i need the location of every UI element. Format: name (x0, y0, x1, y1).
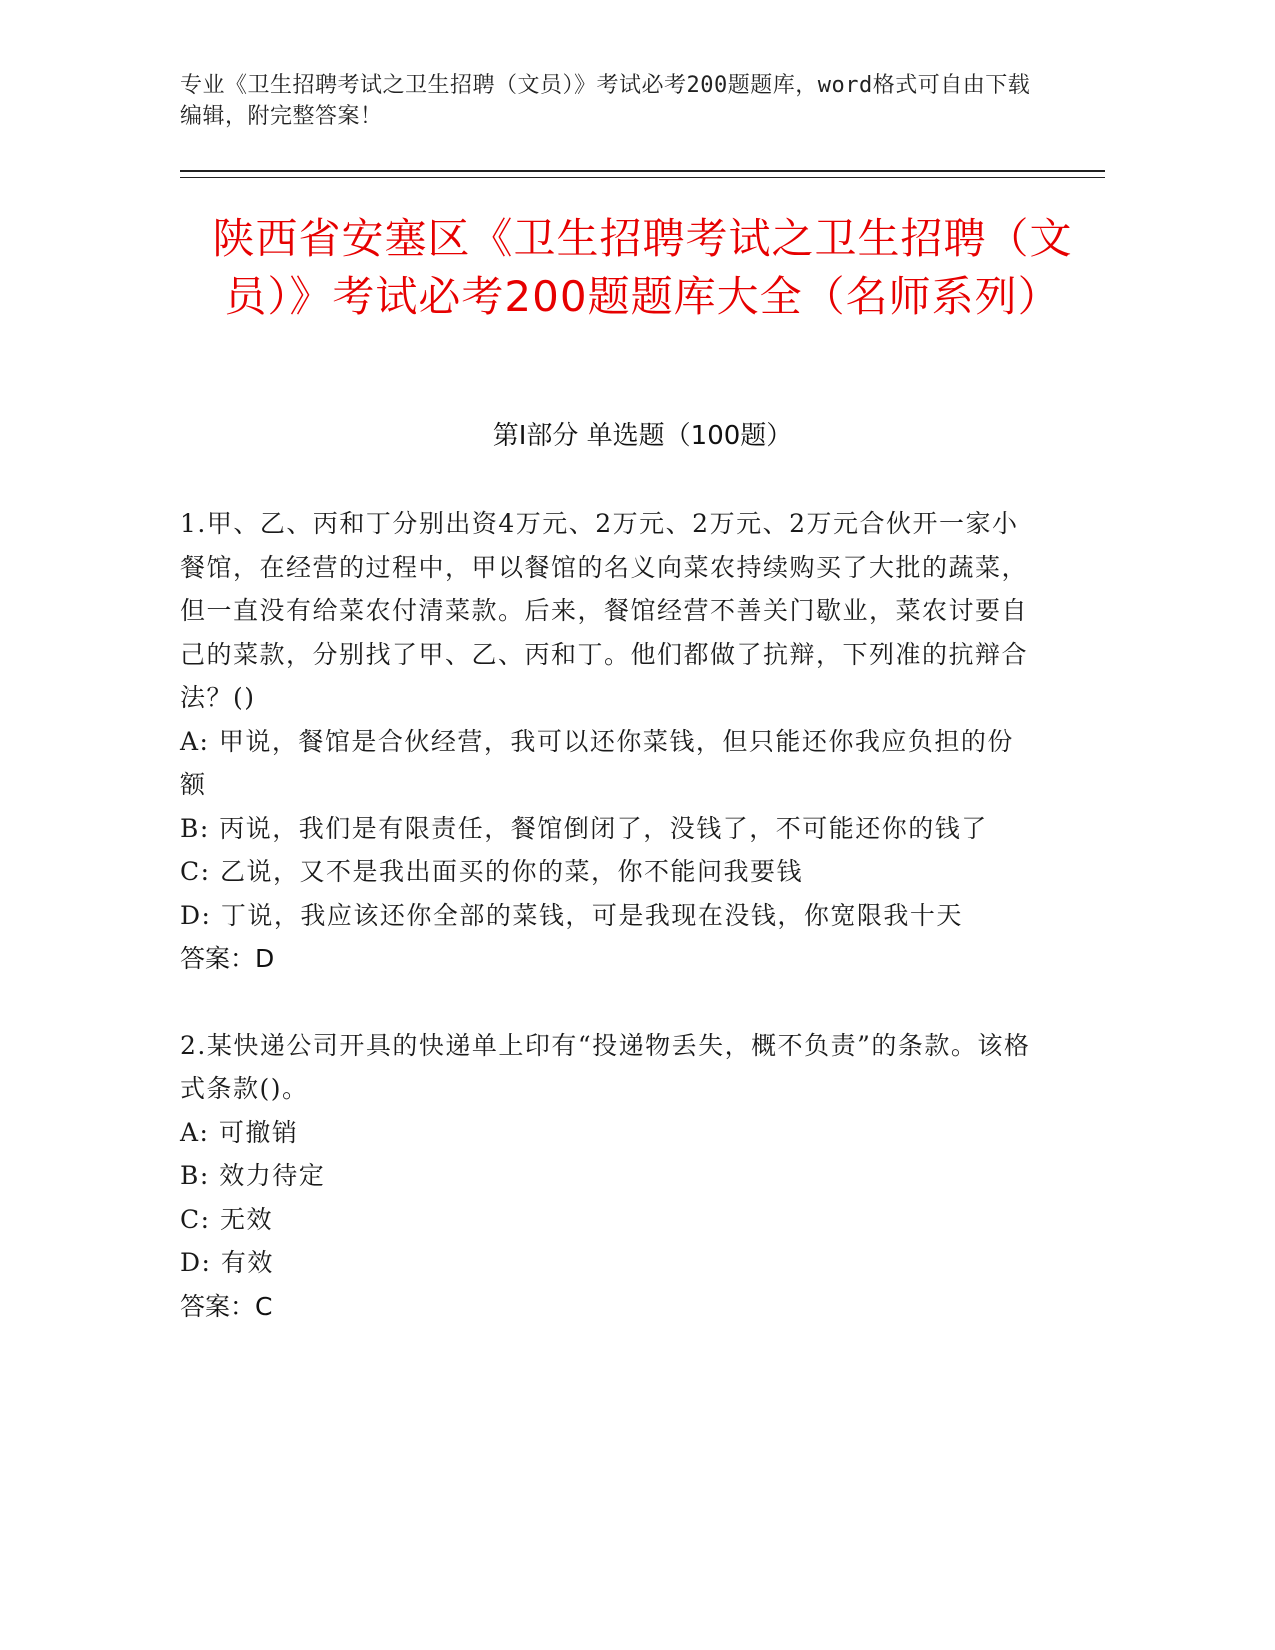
option-d (180, 1241, 1040, 1285)
question-item (180, 1024, 1040, 1329)
option-d (180, 894, 1040, 938)
option-key: B: (180, 813, 210, 843)
question-list (180, 502, 1040, 1371)
option-text: 乙说，又不是我出面买的你的菜，你不能问我要钱 (210, 857, 804, 886)
option-b (180, 807, 1040, 851)
option-text: 可撤销 (209, 1117, 299, 1147)
document-title: 陕西省安塞区《卫生招聘考试之卫生招聘（文员）》考试必考200题题库大全（名师系列） (212, 214, 1073, 321)
header-divider-thick (180, 170, 1105, 172)
option-key: D: (180, 900, 212, 930)
option-c (180, 850, 1040, 894)
option-b (180, 1154, 1040, 1198)
option-c (180, 1198, 1040, 1242)
answer-line: 答案：D (180, 944, 275, 973)
option-text: 丁说，我应该还你全部的菜钱，可是我现在没钱，你宽限我十天 (211, 900, 963, 930)
question-item (180, 502, 1040, 981)
option-text: 有效 (211, 1248, 274, 1277)
option-key: C: (180, 1204, 211, 1234)
option-text: 甲说，餐馆是合伙经营，我可以还你菜钱，但只能还你我应负担的份额 (180, 726, 1014, 799)
question-text: 2.某快递公司开具的快递单上印有“投递物丢失，概不负责”的条款。该格式条款()。 (180, 1030, 1031, 1103)
option-text: 效力待定 (209, 1161, 326, 1190)
question-text: 1.甲、乙、丙和丁分别出资4万元、2万元、2万元、2万元合伙开一家小餐馆，在经营的过程中，甲以餐馆的名义向菜农持续购买了大批的蔬菜，但一直没有给菜农付清菜款。后来，餐馆经营不善关门歇业，菜农讨要自己的菜款，分别找了甲、乙、丙和丁。他们都做了抗辩，下列准的抗辩合法？() (180, 509, 1029, 712)
option-text: 丙说，我们是有限责任，餐馆倒闭了，没钱了，不可能还你的钱了 (209, 813, 988, 843)
header-divider-thin (180, 177, 1105, 178)
option-a (180, 1111, 1040, 1155)
option-a (180, 720, 1040, 807)
option-key: B: (180, 1161, 210, 1190)
header-note: 专业《卫生招聘考试之卫生招聘（文员）》考试必考200题题库，word格式可自由下载编辑，附完整答案！ (180, 73, 1031, 129)
section-title: 第I部分 单选题（100题） (492, 421, 793, 451)
answer-line: 答案：C (180, 1291, 273, 1321)
option-key: A: (180, 1117, 210, 1147)
option-key: C: (180, 857, 211, 886)
option-key: A: (180, 726, 210, 756)
option-key: D: (180, 1248, 212, 1277)
option-text: 无效 (210, 1204, 274, 1234)
